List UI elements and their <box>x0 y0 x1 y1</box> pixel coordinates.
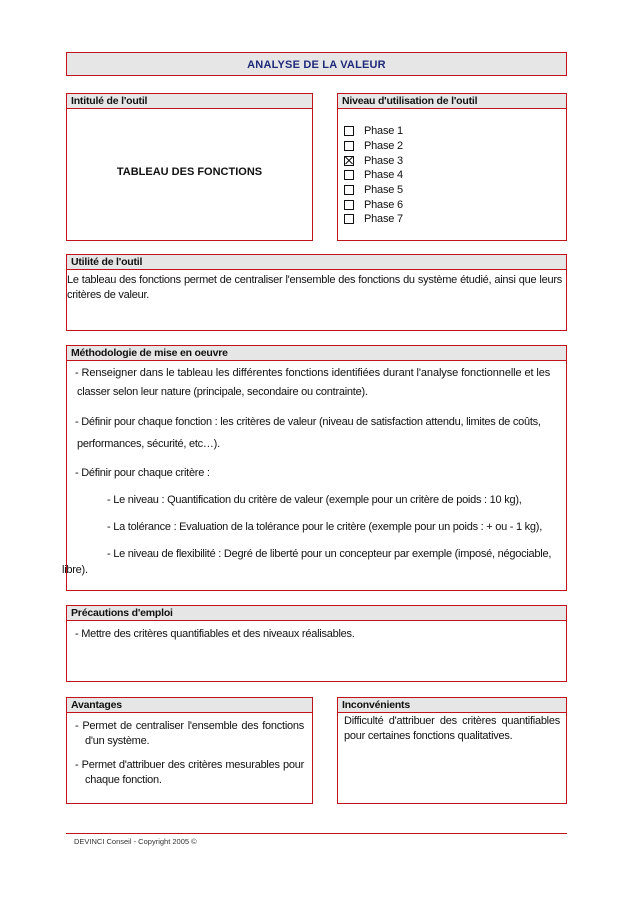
document-title-bar <box>66 52 567 76</box>
tool-name-section <box>66 93 313 241</box>
methodology-line: classer selon leur nature (principale, secondaire ou contrainte). <box>77 386 368 398</box>
methodology-line: performances, sécurité, etc…). <box>77 438 220 450</box>
phase-item <box>344 183 403 198</box>
phase-label: Phase 2 <box>364 140 403 153</box>
purpose-header: Utilité de l'outil <box>67 255 566 270</box>
phase-label: Phase 5 <box>364 184 403 197</box>
methodology-line: libre). <box>62 564 88 576</box>
checkbox-icon[interactable] <box>344 185 354 195</box>
advantages-section <box>66 697 313 804</box>
footer-divider <box>66 833 567 834</box>
phase-label: Phase 6 <box>364 198 403 211</box>
advantages-list <box>67 713 312 788</box>
methodology-line: - Définir pour chaque fonction : les critères de valeur (niveau de satisfaction attendu, limites de coûts, <box>75 416 541 428</box>
phase-label: Phase 3 <box>364 154 403 167</box>
phase-item <box>344 212 403 227</box>
methodology-line: - Renseigner dans le tableau les différentes fonctions identifiées durant l'analyse fonctionnelle et les <box>75 367 551 379</box>
checkbox-icon[interactable] <box>344 200 354 210</box>
advantage-item: - Permet de centraliser l'ensemble des fonctions d'un système. <box>75 720 304 747</box>
usage-level-section <box>337 93 567 241</box>
phase-item <box>344 139 403 154</box>
methodology-line: - Le niveau de flexibilité : Degré de liberté pour un concepteur par exemple (imposé, négociable, <box>107 548 552 560</box>
precautions-section <box>66 605 567 682</box>
methodology-line: - Le niveau : Quantification du critère de valeur (exemple pour un critère de poids : 10 kg), <box>107 494 522 506</box>
precautions-text: - Mettre des critères quantifiables et des niveaux réalisables. <box>75 628 355 640</box>
checkbox-icon[interactable] <box>344 141 354 151</box>
document-title: ANALYSE DE LA VALEUR <box>247 59 386 71</box>
methodology-line: - La tolérance : Evaluation de la tolérance pour le critère (exemple pour un poids : + ou - 1 kg), <box>107 521 543 533</box>
phase-item <box>344 124 403 139</box>
phase-item <box>344 197 403 212</box>
methodology-line: - Définir pour chaque critère : <box>75 467 210 479</box>
methodology-section <box>62 345 567 591</box>
tool-name-header: Intitulé de l'outil <box>67 94 312 109</box>
methodology-header: Méthodologie de mise en oeuvre <box>67 346 566 361</box>
phase-label: Phase 1 <box>364 125 403 138</box>
tool-name-value: TABLEAU DES FONCTIONS <box>116 166 263 178</box>
phase-item <box>344 168 403 183</box>
phase-list <box>344 124 403 227</box>
checkbox-icon[interactable] <box>344 156 354 166</box>
purpose-section <box>66 254 567 331</box>
checkbox-icon[interactable] <box>344 170 354 180</box>
phase-item <box>344 153 403 168</box>
checkbox-icon[interactable] <box>344 214 354 224</box>
usage-level-header: Niveau d'utilisation de l'outil <box>338 94 566 109</box>
disadvantages-text: Difficulté d'attribuer des critères quantifiables pour certaines fonctions qualitatives. <box>344 715 560 742</box>
footer-copyright: DEVINCI Conseil - Copyright 2005 © <box>74 837 197 846</box>
purpose-text: Le tableau des fonctions permet de centraliser l'ensemble des fonctions du système étudié, ainsi que leurs critères de valeur. <box>67 274 562 301</box>
precautions-header: Précautions d'emploi <box>67 606 566 621</box>
phase-label: Phase 7 <box>364 213 403 226</box>
advantage-item: - Permet d'attribuer des critères mesurables pour chaque fonction. <box>75 759 304 786</box>
phase-label: Phase 4 <box>364 169 403 182</box>
disadvantages-section <box>337 697 567 804</box>
disadvantages-header: Inconvénients <box>338 698 566 713</box>
checkbox-icon[interactable] <box>344 126 354 136</box>
advantages-header: Avantages <box>67 698 312 713</box>
